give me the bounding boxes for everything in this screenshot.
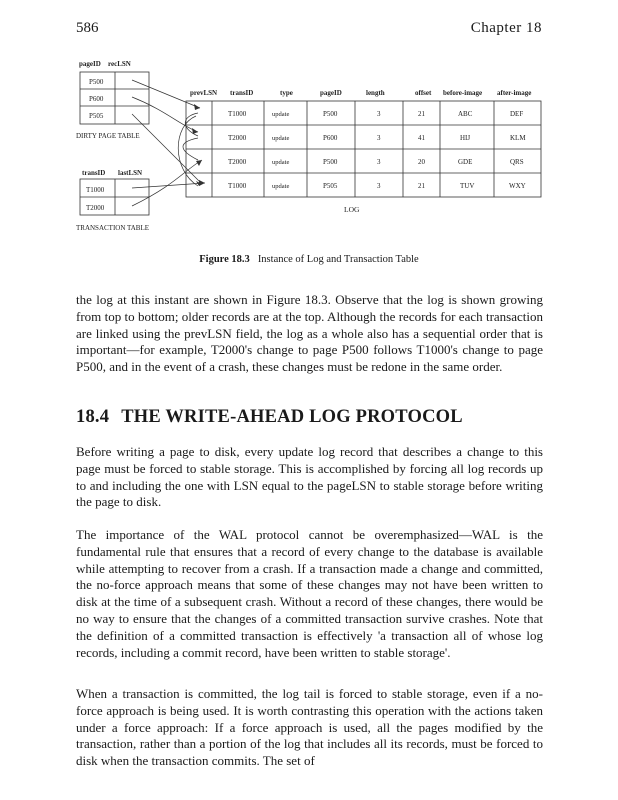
log-col-transid: transID bbox=[230, 89, 254, 97]
paragraph-commit-force: When a transaction is committed, the log tail is forced to stable storage, even if a no-force approach is being used. It is worth contrasting this operation with the actions taken under a force approach: If a force approach is used, all the pages modified by the transaction, rather than a portion of the log that includes all its records, must be forced to disk when the transaction commits. The set of bbox=[76, 686, 543, 769]
log-cell: 3 bbox=[377, 158, 381, 166]
log-cell: 3 bbox=[377, 110, 381, 118]
figure-18-3 bbox=[0, 0, 618, 275]
log-cell: QRS bbox=[510, 158, 524, 166]
paragraph-wal-importance: The importance of the WAL protocol cannot be overemphasized—WAL is the fundamental rule that ensures that a record of every change to the database is available while attempting to recover from a crash. If a transaction made a change and committed, the no-force approach means that some of these changes may not have been written to disk at the time of a subsequent crash. Without a record of these changes, there would be no way to ensure that the changes of a committed transaction survive crashes. Note that the definition of a committed transaction is effectively 'a transaction all of whose log records, including a commit record, have been written to stable storage'. bbox=[76, 527, 543, 660]
dpt-col-pageid: pageID bbox=[79, 60, 101, 68]
log-cell: KLM bbox=[510, 134, 526, 142]
tt-col-lastlsn: lastLSN bbox=[118, 169, 143, 177]
dirty-page-table bbox=[76, 60, 149, 140]
log-cell: HIJ bbox=[460, 134, 471, 142]
log-cell: T2000 bbox=[228, 158, 247, 166]
log-cell: update bbox=[272, 111, 290, 118]
log-table bbox=[186, 89, 541, 214]
log-cell: update bbox=[272, 135, 290, 142]
dpt-label: DIRTY PAGE TABLE bbox=[76, 132, 140, 140]
log-col-after-image: after-image bbox=[497, 89, 532, 97]
section-heading bbox=[76, 407, 475, 428]
log-cell: update bbox=[272, 183, 290, 190]
log-col-pageid: pageID bbox=[320, 89, 342, 97]
figure-caption-label: Figure 18.3 bbox=[199, 254, 250, 265]
tt-label: TRANSACTION TABLE bbox=[76, 224, 150, 232]
log-cell: WXY bbox=[509, 182, 526, 190]
log-cell: ABC bbox=[458, 110, 473, 118]
log-col-before-image: before-image bbox=[443, 89, 483, 97]
log-cell: DEF bbox=[510, 110, 524, 118]
log-cell: P505 bbox=[323, 182, 338, 190]
log-cell: 3 bbox=[377, 182, 381, 190]
log-cell: P600 bbox=[323, 134, 338, 142]
arrow-t1000-lastlsn bbox=[132, 183, 205, 188]
log-col-prevlsn: prevLSN bbox=[190, 89, 218, 97]
arrow-p600-reclsn bbox=[132, 97, 198, 132]
tt-row-t1000: T1000 bbox=[86, 186, 105, 194]
arrow-t2000-lastlsn bbox=[132, 160, 202, 206]
log-diagram bbox=[0, 0, 618, 250]
section-number: 18.4 bbox=[76, 407, 110, 427]
log-cell: T1000 bbox=[228, 110, 247, 118]
log-cell: 21 bbox=[418, 110, 425, 118]
log-cell: 21 bbox=[418, 182, 425, 190]
log-cell: TUV bbox=[460, 182, 475, 190]
log-label: LOG bbox=[344, 205, 360, 214]
figure-caption-text: Instance of Log and Transaction Table bbox=[257, 254, 419, 265]
dpt-row-p505: P505 bbox=[89, 112, 104, 120]
pointer-arrows bbox=[132, 80, 205, 206]
figure-caption bbox=[0, 254, 618, 265]
log-col-type: type bbox=[280, 89, 293, 97]
log-col-length: length bbox=[366, 89, 385, 97]
log-cell: T2000 bbox=[228, 134, 247, 142]
log-cell: 41 bbox=[418, 134, 425, 142]
tt-row-t2000: T2000 bbox=[86, 204, 105, 212]
log-cell: P500 bbox=[323, 110, 338, 118]
log-cell: 3 bbox=[377, 134, 381, 142]
page-number: 586 bbox=[76, 20, 99, 36]
dpt-row-p600: P600 bbox=[89, 95, 104, 103]
log-cell: T1000 bbox=[228, 182, 247, 190]
log-cell: P500 bbox=[323, 158, 338, 166]
tt-col-transid: transID bbox=[82, 169, 106, 177]
section-title: THE WRITE-AHEAD LOG PROTOCOL bbox=[121, 407, 463, 427]
arrow-heads bbox=[192, 104, 205, 186]
dpt-col-reclsn: recLSN bbox=[108, 60, 131, 68]
paragraph-log-order: the log at this instant are shown in Figure 18.3. Observe that the log is shown growing from top to bottom; older records are at the top. Although the records for each transaction are linked using the prevLSN field, the log as a whole also has a sequential order that is important—for example, T2000's change to page P500 follows T1000's change to page P500, and in the event of a crash, these changes must be redone in the same order. bbox=[76, 292, 543, 375]
transaction-table bbox=[76, 169, 149, 232]
chapter-title: Chapter 18 bbox=[470, 20, 542, 36]
log-col-offset: offset bbox=[415, 89, 432, 97]
log-cell: GDE bbox=[458, 158, 473, 166]
log-cell: update bbox=[272, 159, 290, 166]
dpt-row-p500: P500 bbox=[89, 78, 104, 86]
paragraph-wal-rule: Before writing a page to disk, every update log record that describes a change to this page must be forced to stable storage. This is accomplished by forcing all log records up to and including the one with LSN equal to the pageLSN to stable storage before writing the page to disk. bbox=[76, 444, 543, 510]
log-cell: 20 bbox=[418, 158, 425, 166]
